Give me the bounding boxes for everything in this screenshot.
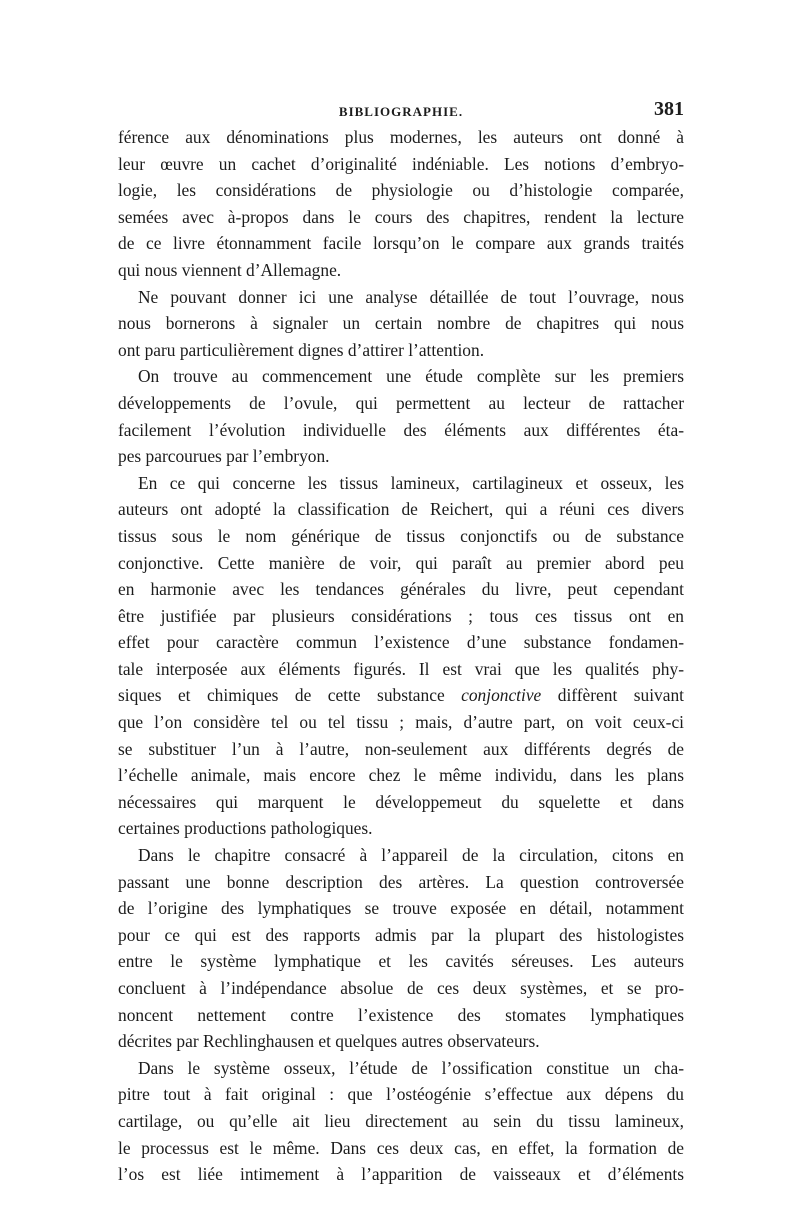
text-line: facilement l’évolution individuelle des éléments aux différentes éta-	[118, 419, 684, 440]
text-line: pitre tout à fait original : que l’ostéogénie s’effectue aux dépens du	[118, 1084, 684, 1105]
text-line: se substituer l’un à l’autre, non-seulement aux différents degrés de	[118, 738, 684, 759]
text-line: férence aux dénominations plus modernes, les auteurs ont donné à	[118, 127, 684, 147]
paragraph	[118, 1055, 684, 1188]
text-line: qui nous viennent d’Allemagne.	[118, 259, 342, 280]
text-line: pour ce qui est des rapports admis par la plupart des histologistes	[118, 924, 684, 945]
text-line: l’échelle animale, mais encore chez le même individu, dans les plans	[118, 765, 684, 786]
text-line: le processus est le même. Dans ces deux cas, en effet, la formation de	[118, 1137, 684, 1158]
text-line: noncent nettement contre l’existence des stomates lymphatiques	[118, 1004, 684, 1025]
paragraph	[118, 842, 684, 1055]
text-line: Ne pouvant donner ici une analyse détaillée de tout l’ouvrage, nous	[138, 286, 684, 307]
text-line: passant une bonne description des artères. La question controversée	[118, 871, 684, 892]
text-line: Dans le système osseux, l’étude de l’ossification constitue un cha-	[138, 1057, 684, 1078]
text-line: décrites par Rechlinghausen et quelques autres observateurs.	[118, 1031, 540, 1052]
text-line: semées avec à-propos dans le cours des chapitres, rendent la lecture	[118, 206, 684, 227]
text-line: siques et chimiques de cette substance conjonctive diffèrent suivant	[118, 685, 684, 706]
text-line: tale interposée aux éléments figurés. Il est vrai que les qualités phy-	[118, 658, 684, 679]
emphasized-term: conjonctive	[461, 685, 542, 706]
text-line: effet pour caractère commun l’existence d’une substance fondamen-	[118, 632, 684, 653]
text-line: auteurs ont adopté la classification de Reichert, qui a réuni ces divers	[118, 499, 684, 520]
text-line: certaines productions pathologiques.	[118, 818, 373, 839]
text-line: l’os est liée intimement à l’apparition de vaisseaux et d’éléments	[118, 1164, 684, 1185]
text-line: que l’on considère tel ou tel tissu ; mais, d’autre part, on voit ceux-ci	[118, 712, 684, 733]
text-line: pes parcourues par l’embryon.	[118, 446, 330, 467]
page-number: 381	[654, 98, 684, 120]
text-line: en harmonie avec les tendances générales du livre, peut cependant	[118, 579, 684, 600]
text-line: ont paru particulièrement dignes d’attirer l’attention.	[118, 339, 485, 360]
text-line: On trouve au commencement une étude complète sur les premiers	[138, 366, 684, 387]
body-text	[118, 124, 684, 1188]
text-line: leur œuvre un cachet d’originalité indéniable. Les notions d’embryo-	[118, 153, 684, 174]
text-line: En ce qui concerne les tissus lamineux, cartilagineux et osseux, les	[138, 472, 684, 493]
text-line: cartilage, ou qu’elle ait lieu directement au sein du tissu lamineux,	[118, 1110, 684, 1131]
text-line: nécessaires qui marquent le développemeut du squelette et dans	[118, 791, 684, 812]
paragraph	[118, 284, 684, 364]
text-line: Dans le chapitre consacré à l’appareil de la circulation, citons en	[138, 845, 684, 866]
text-line: développements de l’ovule, qui permettent au lecteur de rattacher	[118, 392, 684, 413]
paragraph	[118, 363, 684, 469]
text-line: de ce livre étonnamment facile lorsqu’on le compare aux grands traités	[118, 233, 684, 254]
text-line: de l’origine des lymphatiques se trouve exposée en détail, notamment	[118, 898, 684, 919]
text-line: tissus sous le nom générique de tissus conjonctifs ou de substance	[118, 525, 684, 546]
text-line: concluent à l’indépendance absolue de ces deux systèmes, et se pro-	[118, 978, 684, 998]
text-line: logie, les considérations de physiologie ou d’histologie comparée,	[118, 180, 684, 201]
text-line: nous bornerons à signaler un certain nombre de chapitres qui nous	[118, 313, 684, 334]
book-page	[118, 96, 684, 1188]
running-head	[118, 96, 684, 124]
running-title: BIBLIOGRAPHIE.	[338, 104, 464, 119]
text-line: conjonctive. Cette manière de voir, qui paraît au premier abord peu	[118, 552, 684, 573]
text-line: être justifiée par plusieurs considérations ; tous ces tissus ont en	[118, 605, 684, 626]
paragraph	[118, 124, 684, 284]
text-line: entre le système lymphatique et les cavités séreuses. Les auteurs	[118, 951, 684, 972]
paragraph	[118, 470, 684, 842]
